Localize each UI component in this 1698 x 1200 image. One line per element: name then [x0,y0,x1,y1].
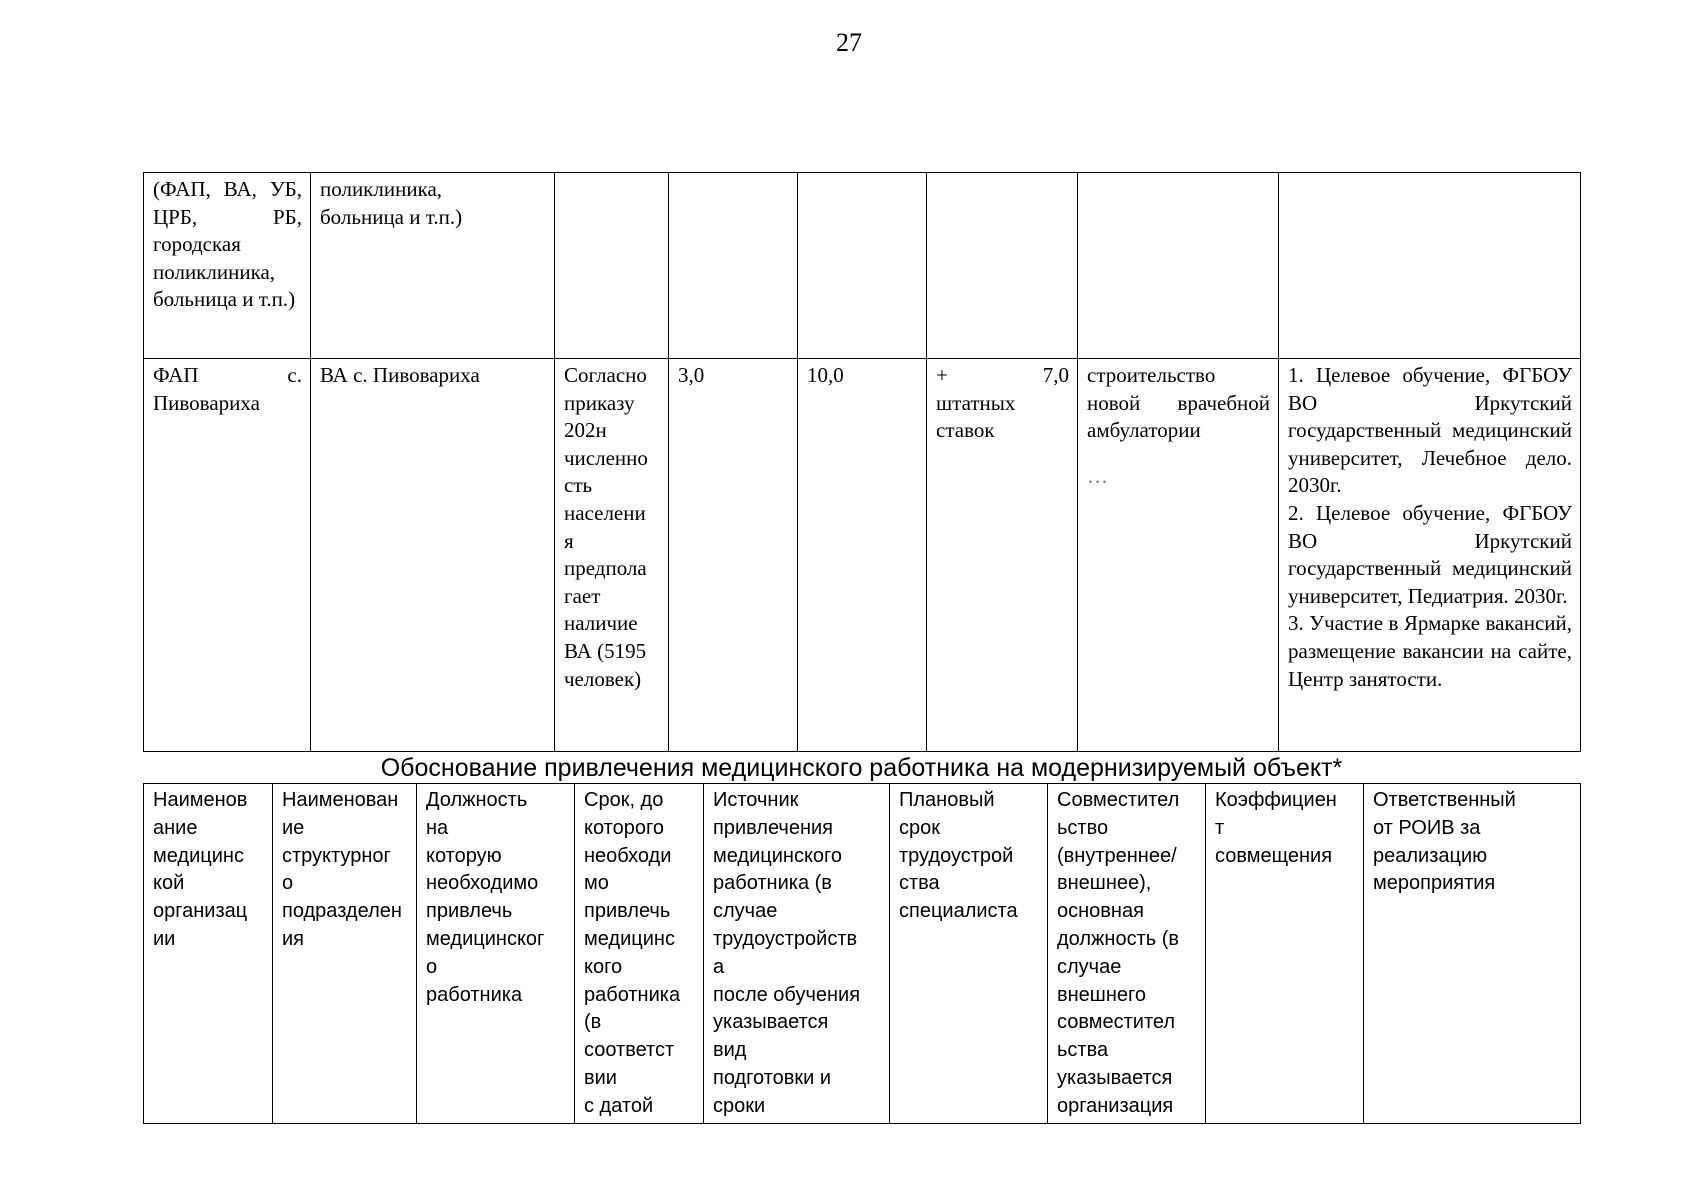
empty-cell [555,173,669,359]
difference-sign: + [936,363,948,387]
column-header: Ответственный от РОИВ за реализацию мероприятия [1364,784,1581,1124]
staff-difference-cell [927,359,1078,752]
action-item: 3. Участие в Ярмарке вакансий, размещение вакансии на сайте, Центр занятости. [1288,611,1572,691]
required-staff-cell: 10,0 [798,359,927,752]
measures-ellipsis: … [1087,463,1108,488]
empty-cell [927,173,1078,359]
measures-cell [1078,359,1279,752]
org-name-part: с. [287,363,302,387]
upper-table-header-row [144,173,1581,359]
column-header: Срок, до которого необходи мо привлечь медицинс кого работника (в соответст вии с датой [575,784,704,1124]
empty-cell [669,173,798,359]
org-name-part: ФАП [153,363,199,387]
column-header: Источник привлечения медицинского работника (в случае трудоустройств а после обучения указывается вид подготовки и сроки [704,784,890,1124]
measures-text: строительство новой врачебной амбулатории [1087,363,1270,443]
page-number: 27 [836,28,862,57]
subdivision-type-cell: поликлиника, больница и т.п.) [311,173,555,359]
difference-unit: штатных ставок [936,390,1016,443]
column-header: Плановый срок трудоустрой ства специалиста [890,784,1048,1124]
section-caption: Обоснование привлечения медицинского работника на модернизируемый объект* [380,754,1343,782]
column-header: Коэффициен т совмещения [1206,784,1364,1124]
column-header: Должность на которую необходимо привлечь медицинског о работника [417,784,575,1124]
empty-cell [1078,173,1279,359]
column-header: Совместител ьство (внутреннее/ внешнее), основная должность (в случае внешнего совместител ьства указывается организация [1048,784,1206,1124]
lower-table-header-row [144,784,1581,1124]
justification-cell: Согласно приказу 202н численно сть населени я предпола гает наличие ВА (5195 человек) [555,359,669,752]
upper-table-data-row [144,359,1581,752]
column-header: Наименован ие структурног о подразделен ия [273,784,417,1124]
org-name-part: Пивовариха [153,390,260,415]
action-item: 2. Целевое обучение, ФГБОУ ВО Иркутский государственный медицинский университет, Педиатрия. 2030г. [1288,500,1572,608]
org-type-cell: (ФАП, ВА, УБ, ЦРБ, РБ, городская поликлиника, больница и т.п.) [144,173,311,359]
lower-table [143,783,1581,1124]
current-staff-cell: 3,0 [669,359,798,752]
upper-table [143,172,1581,752]
difference-value: 7,0 [1042,363,1069,387]
action-item: 1. Целевое обучение, ФГБОУ ВО Иркутский государственный медицинский университет, Лечебное дело. 2030г. [1288,363,1572,498]
column-header: Наименов ание медицинс кой организац ии [144,784,273,1124]
actions-cell [1279,359,1581,752]
org-name-cell [144,359,311,752]
empty-cell [1279,173,1581,359]
subdivision-name-cell: ВА с. Пивовариха [311,359,555,752]
empty-cell [798,173,927,359]
